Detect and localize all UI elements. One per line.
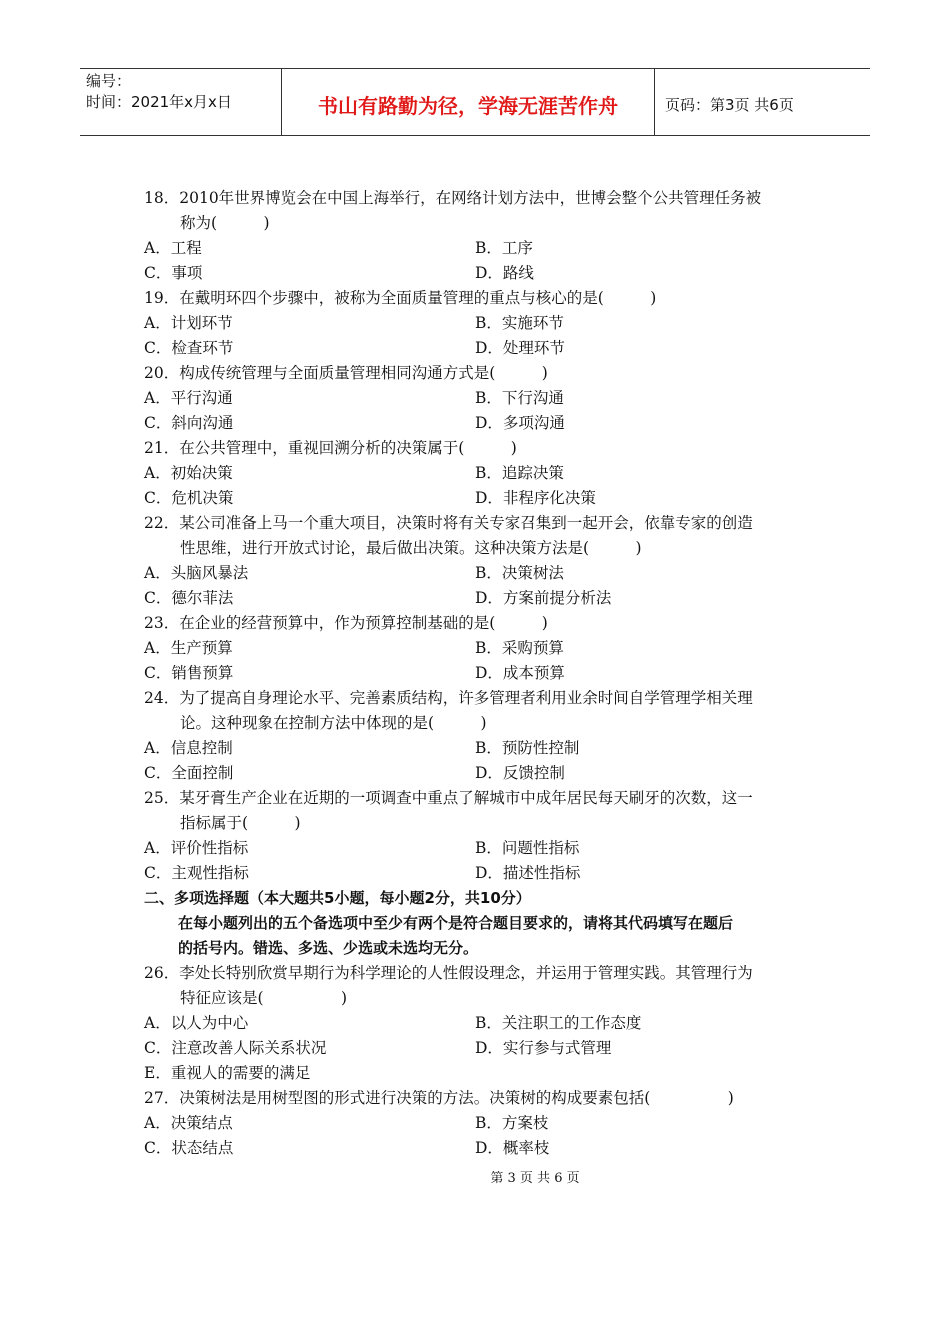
option-b: B．工序 [475, 239, 533, 257]
option-c: C．状态结点 [144, 1139, 234, 1157]
option-c: C．斜向沟通 [144, 414, 234, 432]
section-instructions: 在每小题列出的五个备选项中至少有两个是符合题目要求的，请将其代码填写在题后 [178, 914, 734, 932]
option-a: A．决策结点 [144, 1114, 233, 1132]
option-d: D．成本预算 [475, 664, 565, 682]
question-stem: 构成传统管理与全面质量管理相同沟通方式是( ) [179, 364, 548, 382]
option-a: A．初始决策 [144, 464, 233, 482]
option-c: C．危机决策 [144, 489, 234, 507]
exam-content [144, 186, 814, 1161]
option-d: D．反馈控制 [475, 764, 565, 782]
question-number: 21． [144, 439, 180, 457]
question-number: 24． [144, 689, 180, 707]
option-d: D．非程序化决策 [475, 489, 596, 507]
header-motto: 书山有路勤为径，学海无涯苦作舟 [282, 69, 655, 135]
section-instructions-cont: 的括号内。错选、多选、少选或未选均无分。 [178, 939, 479, 957]
question [144, 186, 814, 286]
question-number: 27． [144, 1089, 180, 1107]
question [144, 361, 814, 436]
option-c: C．全面控制 [144, 764, 234, 782]
option-c: C．销售预算 [144, 664, 234, 682]
question [144, 436, 814, 511]
question-stem-cont: 性思维，进行开放式讨论，最后做出决策。这种决策方法是( ) [180, 539, 642, 557]
option-c: C．注意改善人际关系状况 [144, 1039, 327, 1057]
option-c: C．检查环节 [144, 339, 234, 357]
question-stem: 在戴明环四个步骤中，被称为全面质量管理的重点与核心的是( ) [179, 289, 657, 307]
question-stem: 李处长特别欣赏早期行为科学理论的人性假设理念，并运用于管理实践。其管理行为 [179, 964, 753, 982]
option-a: A．生产预算 [144, 639, 233, 657]
option-c: C．事项 [144, 264, 203, 282]
option-a: A．工程 [144, 239, 202, 257]
option-b: B．关注职工的工作态度 [475, 1014, 642, 1032]
question-stem: 2010年世界博览会在中国上海举行，在网络计划方法中，世博会整个公共管理任务被 [179, 189, 762, 207]
option-a: A．信息控制 [144, 739, 233, 757]
question [144, 511, 814, 611]
question-stem-cont: 特征应该是( ) [180, 989, 348, 1007]
question [144, 1086, 814, 1161]
option-c: C．主观性指标 [144, 864, 249, 882]
time-label: 时间：2021年x月x日 [86, 93, 232, 111]
header-page-info: 页码：第3页 共6页 [665, 95, 794, 114]
question-number: 22． [144, 514, 180, 532]
option-d: D．描述性指标 [475, 864, 581, 882]
option-d: D．概率枝 [475, 1139, 550, 1157]
option-b: B．下行沟通 [475, 389, 564, 407]
header-meta [80, 69, 282, 135]
option-b: B．追踪决策 [475, 464, 564, 482]
option-d: D．处理环节 [475, 339, 565, 357]
option-b: B．预防性控制 [475, 739, 580, 757]
option-d: D．路线 [475, 264, 534, 282]
question-number: 26． [144, 964, 180, 982]
option-a: A．计划环节 [144, 314, 233, 332]
page-footer: 第 3 页 共 6 页 [490, 1171, 580, 1186]
option-a: A．评价性指标 [144, 839, 249, 857]
option-d: D．多项沟通 [475, 414, 565, 432]
question-stem: 在公共管理中，重视回溯分析的决策属于( ) [179, 439, 517, 457]
option-e: E．重视人的需要的满足 [144, 1064, 311, 1082]
option-d: D．方案前提分析法 [475, 589, 612, 607]
question-stem: 某公司准备上马一个重大项目，决策时将有关专家召集到一起开会，依靠专家的创造 [179, 514, 753, 532]
question-number: 18． [144, 189, 180, 207]
question-number: 25． [144, 789, 180, 807]
option-b: B．采购预算 [475, 639, 564, 657]
question [144, 786, 814, 886]
question [144, 961, 814, 1086]
question [144, 611, 814, 686]
number-label: 编号： [86, 72, 132, 90]
section-title: 二、多项选择题（本大题共5小题，每小题2分，共10分） [144, 889, 531, 907]
question-number: 19． [144, 289, 180, 307]
option-a: A．头脑风暴法 [144, 564, 249, 582]
question-stem-cont: 称为( ) [180, 214, 270, 232]
question [144, 686, 814, 786]
question-stem: 为了提高自身理论水平、完善素质结构，许多管理者利用业余时间自学管理学相关理 [179, 689, 753, 707]
question-stem: 决策树法是用树型图的形式进行决策的方法。决策树的构成要素包括( ) [179, 1089, 734, 1107]
option-b: B．决策树法 [475, 564, 564, 582]
question-stem-cont: 论。这种现象在控制方法中体现的是( ) [180, 714, 487, 732]
option-b: B．方案枝 [475, 1114, 549, 1132]
question-number: 20． [144, 364, 180, 382]
option-b: B．实施环节 [475, 314, 564, 332]
question [144, 286, 814, 361]
option-a: A．以人为中心 [144, 1014, 249, 1032]
page-header [80, 68, 870, 136]
option-c: C．德尔菲法 [144, 589, 234, 607]
question-stem: 在企业的经营预算中，作为预算控制基础的是( ) [179, 614, 548, 632]
option-b: B．问题性指标 [475, 839, 580, 857]
question-number: 23． [144, 614, 180, 632]
question-stem: 某牙膏生产企业在近期的一项调查中重点了解城市中成年居民每天刷牙的次数，这一 [179, 789, 753, 807]
option-d: D．实行参与式管理 [475, 1039, 612, 1057]
option-a: A．平行沟通 [144, 389, 233, 407]
question-stem-cont: 指标属于( ) [180, 814, 301, 832]
